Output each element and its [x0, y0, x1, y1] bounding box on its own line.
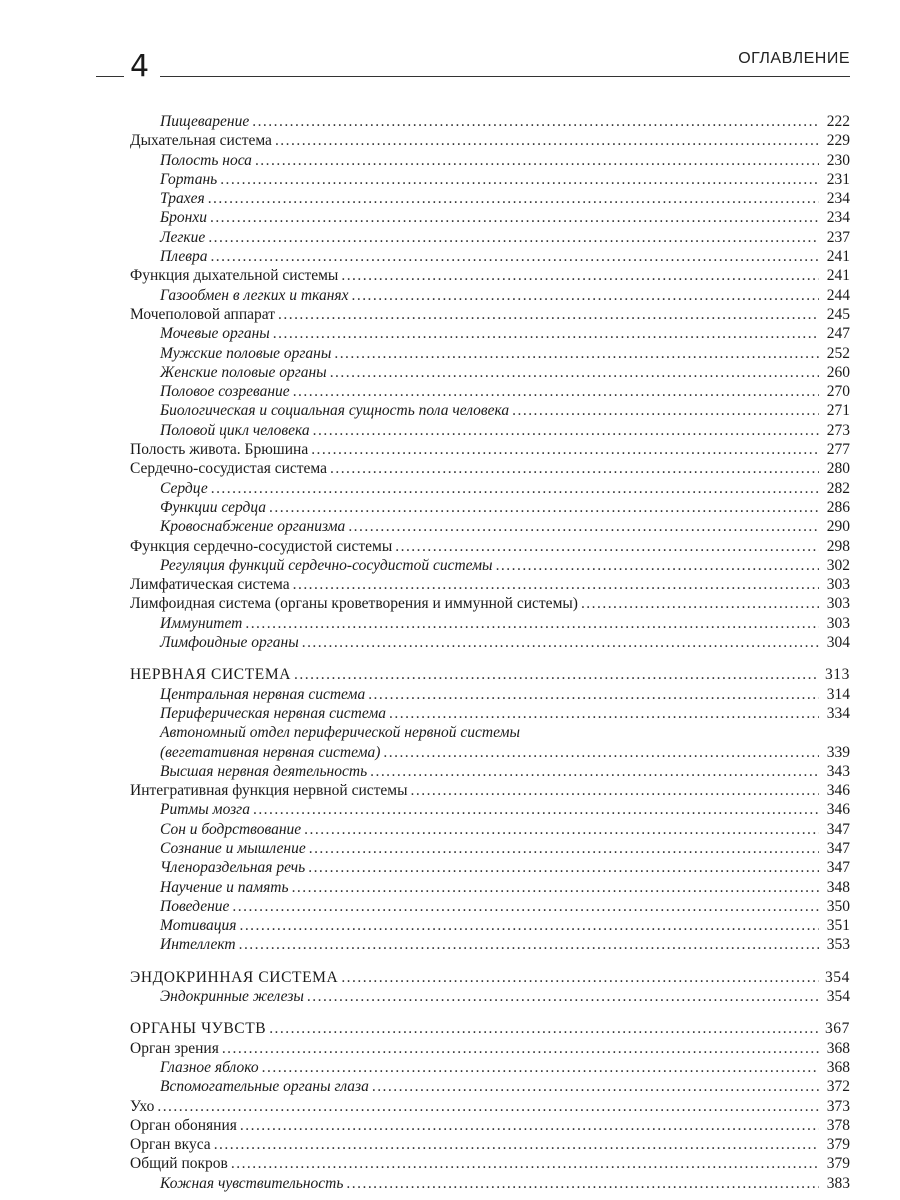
dot-leader: [346, 1174, 819, 1193]
toc-entry-page: 270: [826, 383, 850, 401]
dot-leader: [252, 112, 819, 131]
toc-entry[interactable]: [130, 305, 850, 324]
toc-entry-title: Периферическая нервная система: [160, 704, 387, 722]
running-title: ОГЛАВЛЕНИЕ: [738, 50, 850, 67]
toc-entry-page: 350: [826, 897, 850, 915]
dot-leader: [275, 131, 819, 150]
toc-entry-page: 314: [826, 685, 850, 703]
toc-entry-page: 260: [826, 363, 850, 381]
toc-entry-page: 368: [826, 1039, 850, 1057]
toc-entry-title: Высшая нервная деятельность: [160, 762, 368, 780]
dot-leader: [395, 537, 819, 556]
toc-entry-title: Орган обоняния: [130, 1116, 237, 1134]
toc-entry-title: Мочевые органы: [160, 325, 270, 343]
toc-entry-title: Биологическая и социальная сущность пола человека: [160, 402, 510, 420]
dot-leader: [512, 401, 819, 420]
toc-entry-page: 252: [826, 344, 850, 362]
dot-leader: [294, 665, 819, 684]
toc-entry[interactable]: [130, 743, 850, 762]
dot-leader: [157, 1097, 819, 1116]
toc-entry-page: 231: [826, 170, 850, 188]
dot-leader: [239, 916, 819, 935]
toc-entry-page: 282: [826, 479, 850, 497]
toc-entry[interactable]: [130, 286, 850, 305]
table-of-contents: [130, 112, 850, 1193]
toc-entry-page: 273: [826, 421, 850, 439]
toc-entry[interactable]: [130, 112, 850, 131]
toc-entry-title: Мужские половые органы: [160, 344, 332, 362]
toc-entry-title: Пищеварение: [160, 113, 250, 130]
toc-entry[interactable]: [130, 556, 850, 575]
dot-leader: [210, 247, 819, 266]
toc-entry-page: 241: [826, 248, 850, 266]
toc-entry-title: Членораздельная речь: [160, 859, 306, 877]
toc-entry[interactable]: [130, 479, 850, 498]
toc-entry-title: Эндокринные железы: [160, 988, 304, 1006]
dot-leader: [231, 1154, 819, 1173]
dot-leader: [581, 594, 819, 613]
toc-entry[interactable]: [130, 382, 850, 401]
toc-entry[interactable]: [130, 131, 850, 150]
toc-entry-page: 383: [826, 1174, 850, 1192]
page-number: 4: [130, 49, 150, 84]
dot-leader: [273, 324, 819, 343]
dot-leader: [334, 344, 819, 363]
toc-entry[interactable]: [130, 1135, 850, 1154]
dot-leader: [278, 305, 819, 324]
dot-leader: [208, 228, 819, 247]
dot-leader: [389, 704, 819, 723]
toc-entry-page: 378: [826, 1116, 850, 1134]
dot-leader: [307, 987, 819, 1006]
toc-entry[interactable]: [130, 440, 850, 459]
toc-entry[interactable]: [130, 987, 850, 1006]
toc-entry-title: ЭНДОКРИННАЯ СИСТЕМА: [130, 968, 339, 986]
toc-entry-title: Функции сердца: [160, 498, 267, 516]
dot-leader: [496, 556, 819, 575]
dot-leader: [210, 208, 819, 227]
toc-entry-title: Половое созревание: [160, 383, 290, 401]
toc-entry-title: Сознание и мышление: [160, 839, 306, 857]
toc-entry-page: 346: [826, 801, 850, 819]
toc-entry-title: Лимфатическая система: [130, 576, 290, 594]
toc-entry-title: Мотивация: [160, 917, 237, 935]
toc-entry-page: 277: [826, 441, 850, 459]
toc-entry-page: 372: [826, 1078, 850, 1096]
dot-leader: [348, 517, 819, 536]
toc-entry[interactable]: [130, 421, 850, 440]
dot-leader: [292, 878, 819, 897]
toc-entry[interactable]: [130, 247, 850, 266]
page-header: [96, 46, 850, 86]
toc-entry[interactable]: [130, 517, 850, 536]
toc-entry-page: 354: [826, 988, 850, 1006]
dot-leader: [269, 1019, 819, 1038]
toc-entry-page: 347: [826, 859, 850, 877]
toc-entry[interactable]: [130, 800, 850, 819]
toc-entry-title: (вегетативная нервная система): [160, 743, 381, 761]
toc-entry-title: Центральная нервная система: [160, 685, 366, 703]
toc-entry-page: 303: [826, 595, 850, 613]
toc-entry-title: Дыхательная система: [130, 132, 272, 150]
toc-entry-page: 334: [826, 704, 850, 722]
dot-leader: [352, 286, 820, 305]
toc-entry-page: 368: [826, 1058, 850, 1076]
header-rule-left: [96, 76, 124, 77]
dot-leader: [313, 421, 819, 440]
toc-entry-page: 241: [826, 267, 850, 285]
toc-entry[interactable]: [130, 704, 850, 723]
dot-leader: [269, 498, 819, 517]
dot-leader: [232, 897, 819, 916]
toc-entry[interactable]: [130, 781, 850, 800]
toc-entry-page: 298: [826, 537, 850, 555]
toc-entry-page: 353: [826, 936, 850, 954]
toc-entry-title: Кровоснабжение организма: [160, 518, 346, 536]
dot-leader: [341, 266, 819, 285]
toc-entry-title: Интеллект: [160, 936, 236, 954]
toc-entry[interactable]: [130, 762, 850, 781]
toc-entry[interactable]: [130, 839, 850, 858]
toc-entry-page: 313: [824, 666, 850, 684]
toc-entry-page: 373: [826, 1097, 850, 1115]
toc-entry-title: Общий покров: [130, 1155, 228, 1173]
toc-entry-page: 302: [826, 556, 850, 574]
toc-entry[interactable]: [130, 685, 850, 704]
dot-leader: [372, 1077, 819, 1096]
toc-entry-title: Женские половые органы: [160, 363, 327, 381]
toc-section-heading[interactable]: [130, 1019, 850, 1038]
toc-entry[interactable]: [130, 897, 850, 916]
toc-entry-title: Поведение: [160, 897, 230, 915]
dot-leader: [253, 800, 819, 819]
header-rule-right: [160, 76, 850, 77]
dot-leader: [304, 820, 819, 839]
toc-entry-title: ОРГАНЫ ЧУВСТВ: [130, 1020, 267, 1038]
toc-entry-page: 229: [826, 132, 850, 150]
toc-entry[interactable]: [130, 916, 850, 935]
toc-entry-title: Лимфоидная система (органы кроветворения и иммунной системы): [130, 595, 578, 613]
toc-entry-title: Плевра: [160, 248, 208, 266]
dot-leader: [302, 633, 819, 652]
toc-entry[interactable]: [130, 614, 850, 633]
toc-entry-page: 354: [824, 968, 850, 986]
toc-entry-title: Ухо: [130, 1097, 155, 1115]
toc-entry-title: Полость живота. Брюшина: [130, 441, 309, 459]
toc-entry-page: 237: [826, 228, 850, 246]
toc-entry-title: Функция дыхательной системы: [130, 267, 339, 285]
toc-entry-page: 346: [826, 782, 850, 800]
toc-entry[interactable]: [130, 575, 850, 594]
toc-section-heading[interactable]: [130, 968, 850, 987]
toc-entry-title: Газообмен в легких и тканях: [160, 286, 349, 304]
dot-leader: [330, 363, 819, 382]
toc-entry[interactable]: [130, 594, 850, 613]
dot-leader: [370, 762, 819, 781]
dot-leader: [222, 1039, 819, 1058]
dot-leader: [330, 459, 819, 478]
dot-leader: [293, 575, 819, 594]
toc-entry-page: 280: [826, 460, 850, 478]
toc-entry-title: Регуляция функций сердечно-сосудистой системы: [160, 556, 493, 574]
dot-leader: [293, 382, 819, 401]
toc-entry-page: 271: [826, 402, 850, 420]
toc-entry[interactable]: [130, 878, 850, 897]
dot-leader: [220, 170, 819, 189]
toc-entry[interactable]: [130, 858, 850, 877]
toc-entry[interactable]: [130, 537, 850, 556]
toc-entry[interactable]: [130, 633, 850, 652]
toc-entry[interactable]: [130, 208, 850, 227]
toc-entry-page: 245: [826, 305, 850, 323]
toc-entry-title: НЕРВНАЯ СИСТЕМА: [130, 666, 292, 684]
toc-entry-title: Интегративная функция нервной системы: [130, 782, 408, 800]
toc-entry[interactable]: [130, 459, 850, 478]
dot-leader: [309, 839, 819, 858]
toc-entry-page: 234: [826, 190, 850, 208]
toc-entry[interactable]: [130, 498, 850, 517]
toc-entry[interactable]: [130, 170, 850, 189]
toc-entry-title: Сердечно-сосудистая система: [130, 460, 327, 478]
toc-entry[interactable]: [130, 363, 850, 382]
toc-entry[interactable]: [130, 820, 850, 839]
toc-entry[interactable]: [130, 228, 850, 247]
toc-entry-page: 379: [826, 1136, 850, 1154]
toc-entry[interactable]: [130, 1039, 850, 1058]
toc-entry-title: Легкие: [160, 228, 206, 246]
toc-entry[interactable]: [130, 151, 850, 170]
toc-entry-page: 247: [826, 325, 850, 343]
toc-entry-page: 339: [826, 743, 850, 761]
toc-entry[interactable]: [130, 1154, 850, 1173]
toc-entry[interactable]: [130, 1097, 850, 1116]
toc-entry[interactable]: [130, 935, 850, 954]
toc-section-heading[interactable]: [130, 665, 850, 684]
toc-entry-title: Мочеполовой аппарат: [130, 305, 276, 323]
toc-entry-title-line: Автономный отдел периферической нервной системы: [160, 724, 520, 742]
dot-leader: [240, 1116, 819, 1135]
toc-entry-title: Кожная чувствительность: [160, 1174, 344, 1192]
toc-entry-title: Бронхи: [160, 209, 207, 227]
dot-leader: [255, 151, 819, 170]
toc-entry-page: 286: [826, 498, 850, 516]
toc-entry[interactable]: [130, 189, 850, 208]
toc-entry-title: Полость носа: [160, 151, 252, 169]
dot-leader: [411, 781, 819, 800]
toc-entry-title: Вспомогательные органы глаза: [160, 1078, 369, 1096]
toc-entry-page: 303: [826, 614, 850, 632]
toc-entry[interactable]: [130, 324, 850, 343]
toc-entry[interactable]: [130, 1058, 850, 1077]
dot-leader: [383, 743, 819, 762]
toc-entry-page: 379: [826, 1155, 850, 1173]
dot-leader: [311, 440, 819, 459]
toc-entry-title: Гортань: [160, 170, 218, 188]
dot-leader: [368, 685, 819, 704]
toc-entry-title: Сердце: [160, 479, 208, 497]
toc-entry-page: 244: [826, 286, 850, 304]
toc-entry-title: Половой цикл человека: [160, 421, 310, 439]
dot-leader: [214, 1135, 819, 1154]
toc-entry-page: 304: [826, 634, 850, 652]
toc-entry-page: 290: [826, 518, 850, 536]
toc-entry-title: Иммунитет: [160, 614, 243, 632]
toc-entry-title: Орган вкуса: [130, 1136, 211, 1154]
toc-entry-title: Научение и память: [160, 878, 289, 896]
toc-entry-title: Трахея: [160, 190, 205, 208]
toc-entry-title: Лимфоидные органы: [160, 634, 299, 652]
toc-entry-page: 367: [824, 1020, 850, 1038]
dot-leader: [239, 935, 819, 954]
toc-entry-page: 234: [826, 209, 850, 227]
toc-entry-page: 303: [826, 576, 850, 594]
toc-entry-page: 351: [826, 917, 850, 935]
toc-entry[interactable]: [130, 1116, 850, 1135]
toc-entry-title: Орган зрения: [130, 1039, 219, 1057]
toc-entry-title: Функция сердечно-сосудистой системы: [130, 537, 393, 555]
toc-entry-page: 222: [826, 113, 850, 130]
toc-entry-page: 348: [826, 878, 850, 896]
toc-entry[interactable]: [130, 1077, 850, 1096]
toc-entry[interactable]: [130, 344, 850, 363]
toc-entry[interactable]: [130, 266, 850, 285]
toc-entry-title: Ритмы мозга: [160, 801, 250, 819]
toc-entry-page: 343: [826, 762, 850, 780]
toc-entry-page: 230: [826, 151, 850, 169]
dot-leader: [341, 968, 819, 987]
toc-entry[interactable]: [130, 401, 850, 420]
dot-leader: [211, 479, 819, 498]
dot-leader: [208, 189, 819, 208]
toc-entry-title: Глазное яблоко: [160, 1058, 259, 1076]
toc-entry-page: 347: [826, 839, 850, 857]
toc-entry-page: 347: [826, 820, 850, 838]
toc-entry[interactable]: [130, 1174, 850, 1193]
toc-entry-title: Сон и бодрствование: [160, 820, 302, 838]
dot-leader: [245, 614, 819, 633]
dot-leader: [262, 1058, 819, 1077]
dot-leader: [308, 858, 819, 877]
